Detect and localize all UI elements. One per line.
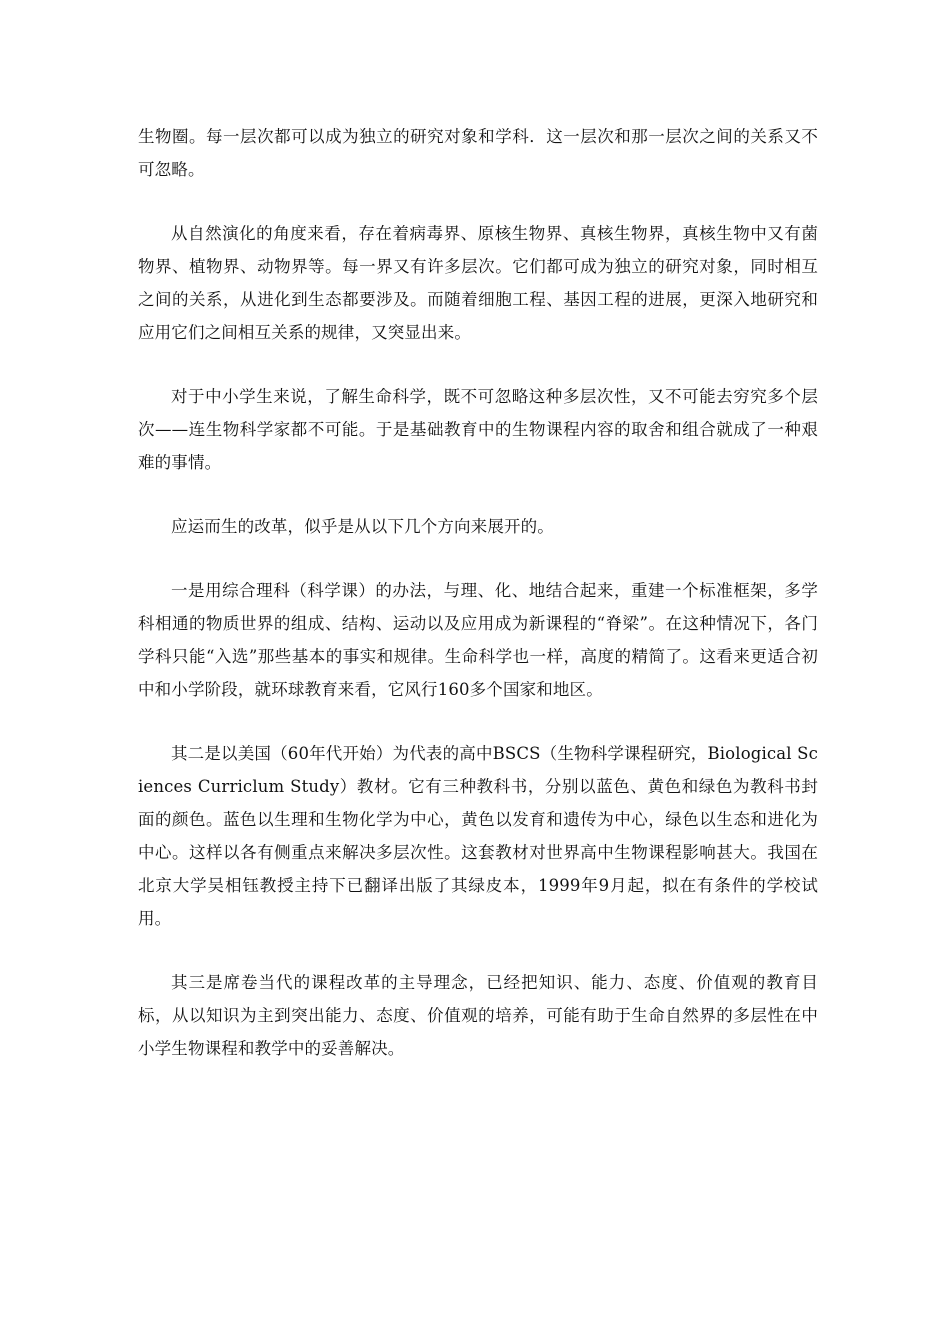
- paragraph-reform-directions: 应运而生的改革，似乎是从以下几个方向来展开的。: [171, 517, 554, 536]
- paragraph-bscs: 其二是以美国（60年代开始）为代表的高中BSCS（生物科学课程研究，Biological Sciences Curriclum Study）教材。它有三种教科书，分别以蓝色、黄色和绿色为教科书封面的颜色。蓝色以生理和生物化学为中心，黄色以发育和遗传为中心，绿色以生态和进化为中心。这样以各有侧重点来解决多层次性。这套教材对世界高中生物课程影响甚大。我国在北京大学吴相钰教授主持下已翻译出版了其绿皮本，1999年9月起，拟在有条件的学校试用。: [138, 744, 818, 928]
- paragraph-curriculum-reform: 其三是席卷当代的课程改革的主导理念，已经把知识、能力、态度、价值观的教育目标，从以知识为主到突出能力、态度、价值观的培养，可能有助于生命自然界的多层性在中小学生物课程和教学中的妥善解决。: [138, 973, 818, 1058]
- paragraph-integrated-science: 一是用综合理科（科学课）的办法，与理、化、地结合起来，重建一个标准框架，多学科相通的物质世界的组成、结构、运动以及应用成为新课程的“脊梁”。在这种情况下，各门学科只能“入选”那些基本的事实和规律。生命科学也一样，高度的精简了。这看来更适合初中和小学阶段，就环球教育来看，它风行160多个国家和地区。: [138, 581, 818, 699]
- paragraph-natural-evolution: 从自然演化的角度来看，存在着病毒界、原核生物界、真核生物界，真核生物中又有菌物界、植物界、动物界等。每一界又有许多层次。它们都可成为独立的研究对象，同时相互之间的关系，从进化到生态都要涉及。而随着细胞工程、基因工程的进展，更深入地研究和应用它们之间相互关系的规律，又突显出来。: [138, 224, 818, 342]
- paragraph-continuation: 生物圈。每一层次都可以成为独立的研究对象和学科．这一层次和那一层次之间的关系又不可忽略。: [138, 127, 818, 179]
- paragraph-students: 对于中小学生来说，了解生命科学，既不可忽略这种多层次性，又不可能去穷究多个层次——连生物科学家都不可能。于是基础教育中的生物课程内容的取舍和组合就成了一种艰难的事情。: [138, 387, 818, 472]
- document-body: [138, 120, 818, 1096]
